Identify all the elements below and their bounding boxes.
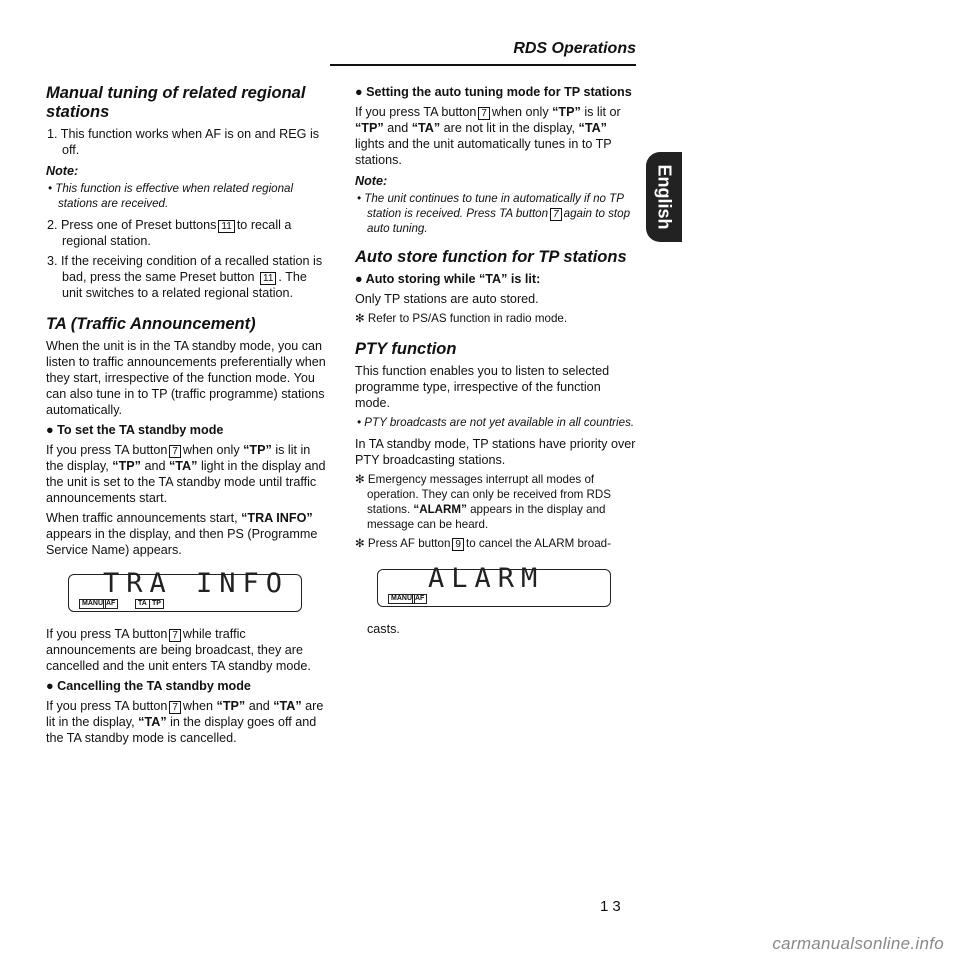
ta-set-title: ● To set the TA standby mode bbox=[46, 423, 224, 437]
ta-set-text: If you press TA button 7 when only “TP” is lit in the display, “TP” and “TA” light in the display and the unit is set to the TA standby mode until traffic announcements start. bbox=[46, 443, 326, 505]
page-number: 13 bbox=[600, 898, 625, 915]
manual-tuning-heading: Manual tuning of related regional stations bbox=[46, 84, 306, 121]
section-title: RDS Operations bbox=[513, 40, 636, 57]
lcd-text: TRA INFO bbox=[103, 568, 290, 599]
manual-step-2: 2. Press one of Preset buttons 11 to recall a regional station. bbox=[47, 218, 292, 248]
language-tab bbox=[646, 152, 682, 242]
pty-press-af: ✻ Press AF button 9 to cancel the ALARM broad- bbox=[355, 537, 611, 550]
lcd-display-tra-info bbox=[68, 568, 302, 612]
auto-store-ref: ✻ Refer to PS/AS function in radio mode. bbox=[355, 312, 568, 325]
pty-priority: In TA standby mode, TP stations have priority over PTY broadcasting stations. bbox=[355, 437, 636, 467]
language-tab-label: English bbox=[654, 164, 675, 230]
auto-store-heading: Auto store function for TP stations bbox=[355, 248, 627, 266]
pty-casts: casts. bbox=[367, 622, 400, 636]
ta-button-key: 7 bbox=[478, 107, 490, 120]
manual-step-3: 3. If the receiving condition of a recalled station is bad, press the same Preset button 11 . The unit switches to a related regional station. bbox=[47, 254, 323, 300]
ta-button-key: 7 bbox=[550, 208, 562, 221]
manual-step-1: 1. This function works when AF is on and REG is off. bbox=[47, 127, 320, 157]
note-label: Note: bbox=[46, 164, 79, 178]
ta-indicator: TA bbox=[135, 599, 150, 609]
ta-heading: TA (Traffic Announcement) bbox=[46, 315, 256, 333]
header-rule bbox=[330, 64, 636, 66]
manual-note: • This function is effective when related regional stations are received. bbox=[48, 182, 294, 210]
ta-button-key: 7 bbox=[169, 701, 181, 714]
pty-heading: PTY function bbox=[355, 340, 457, 358]
auto-store-title: ● Auto storing while “TA” is lit: bbox=[355, 272, 541, 286]
note-label: Note: bbox=[355, 174, 388, 188]
pty-emergency: ✻ Emergency messages interrupt all modes of operation. They can only be received from RDS stations. “ALARM” appears in the display and message can be heard. bbox=[355, 473, 612, 531]
af-button-key: 9 bbox=[452, 538, 464, 551]
auto-tuning-note: • The unit continues to tune in automatically if no TP station is received. Press TA button 7 again to stop auto tuning. bbox=[357, 192, 631, 235]
preset-button-key: 11 bbox=[218, 220, 234, 233]
auto-tuning-title: ● Setting the auto tuning mode for TP stations bbox=[355, 85, 632, 99]
manu-indicator: MANU bbox=[388, 594, 415, 604]
af-indicator: AF bbox=[412, 594, 427, 604]
pty-intro: This function enables you to listen to selected programme type, irrespective of the function mode. bbox=[355, 364, 610, 410]
manu-indicator: MANU bbox=[79, 599, 106, 609]
tp-indicator: TP bbox=[149, 599, 164, 609]
lcd-display-alarm bbox=[377, 563, 611, 607]
right-column bbox=[355, 84, 637, 641]
ta-start-text: When traffic announcements start, “TRA INFO” appears in the display, and then PS (Programme Service Name) appears. bbox=[46, 511, 318, 557]
ta-cancel-title: ● Cancelling the TA standby mode bbox=[46, 679, 251, 693]
auto-tuning-text: If you press TA button 7 when only “TP” is lit or “TP” and “TA” are not lit in the display, “TA” lights and the unit automatically tunes in to TP stations. bbox=[355, 105, 621, 167]
lcd-text: ALARM bbox=[428, 563, 545, 594]
pty-note: • PTY broadcasts are not yet available in all countries. bbox=[357, 416, 635, 429]
left-column bbox=[46, 84, 328, 750]
ta-press-text: If you press TA button 7 while traffic announcements are being broadcast, they are cancelled and the unit enters TA standby mode. bbox=[46, 627, 311, 673]
ta-button-key: 7 bbox=[169, 445, 181, 458]
ta-cancel-text: If you press TA button 7 when “TP” and “TA” are lit in the display, “TA” in the display goes off and the TA standby mode is cancelled. bbox=[46, 699, 324, 745]
af-indicator: AF bbox=[103, 599, 118, 609]
ta-button-key: 7 bbox=[169, 629, 181, 642]
watermark: carmanualsonline.info bbox=[772, 934, 944, 953]
auto-store-text: Only TP stations are auto stored. bbox=[355, 292, 539, 306]
preset-button-key: 11 bbox=[260, 272, 276, 285]
ta-intro: When the unit is in the TA standby mode, you can listen to traffic announcements preferentially when they start, irrespective of the function mode. You can also tune in to TP (traffic programme) stations automatically. bbox=[46, 339, 326, 417]
